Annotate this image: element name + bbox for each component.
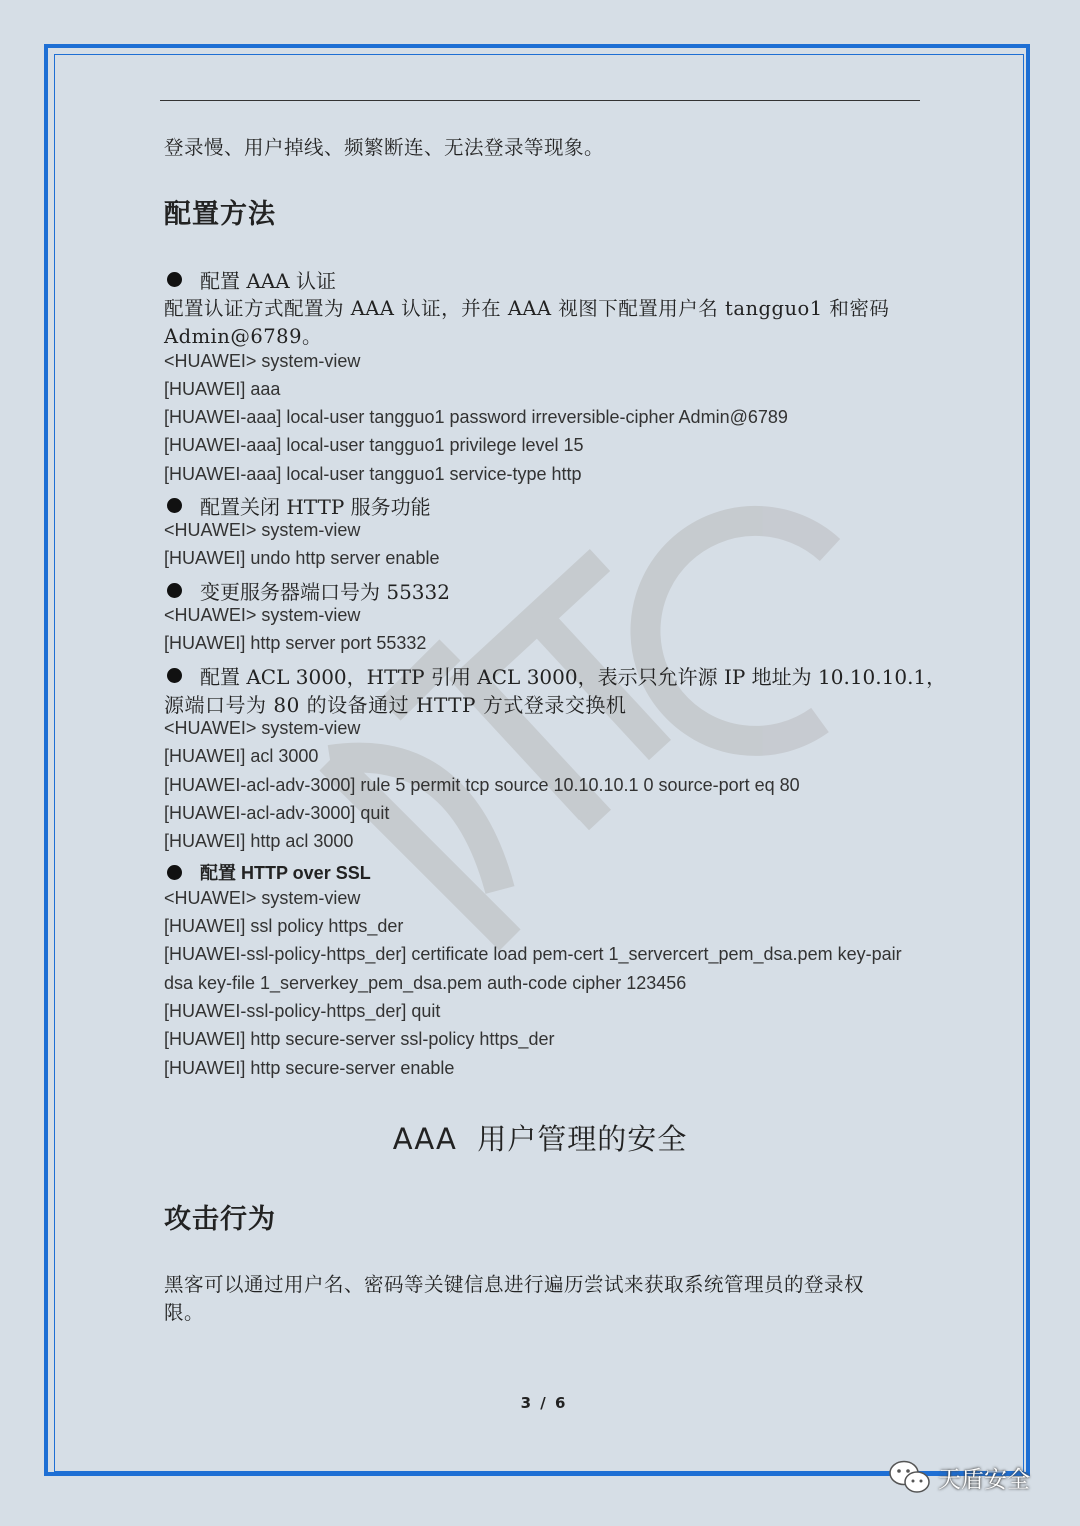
- bullet-dot: [167, 272, 182, 287]
- command-line: [HUAWEI-ssl-policy-https_der] certificate load pem-cert 1_servercert_pem_dsa.pem key-pair: [164, 944, 902, 964]
- bullet-item: [164, 265, 336, 294]
- command-line: [HUAWEI] acl 3000: [164, 746, 319, 766]
- section-heading-config: 配置方法: [164, 199, 276, 230]
- brand-name: 天盾安全: [938, 1466, 1030, 1493]
- command-line: [HUAWEI-aaa] local-user tangguo1 privilege level 15: [164, 435, 584, 455]
- chapter-title: [0, 1117, 1080, 1158]
- bullet-dot: [167, 668, 182, 683]
- bullet-title: 配置 ACL 3000，HTTP 引用 ACL 3000，表示只允许源 IP 地址为 10.10.10.1，: [200, 665, 947, 689]
- bullet-item: [164, 661, 946, 690]
- command-line: <HUAWEI> system-view: [164, 351, 361, 371]
- header-rule: [160, 100, 920, 101]
- bullet-item: [164, 491, 431, 520]
- attack-paragraph-line: 黑客可以通过用户名、密码等关键信息进行遍历尝试来获取系统管理员的登录权: [164, 1273, 865, 1296]
- command-line: [HUAWEI] http secure-server ssl-policy https_der: [164, 1029, 555, 1049]
- command-line: <HUAWEI> system-view: [164, 520, 361, 540]
- description-line: Admin@6789。: [164, 325, 322, 348]
- command-line: <HUAWEI> system-view: [164, 888, 361, 908]
- command-line: [HUAWEI] ssl policy https_der: [164, 916, 404, 936]
- bullet-title: 配置 HTTP over SSL: [200, 863, 371, 883]
- chapter-title-text: AAA 用户管理的安全: [392, 1122, 688, 1156]
- bullet-title: 变更服务器端口号为 55332: [200, 580, 450, 604]
- bullet-title: 配置 AAA 认证: [200, 269, 337, 293]
- bullet-title-continuation: 源端口号为 80 的设备通过 HTTP 方式登录交换机: [164, 693, 627, 717]
- command-line: [HUAWEI-acl-adv-3000] rule 5 permit tcp source 10.10.10.1 0 source-port eq 80: [164, 775, 800, 795]
- command-line: dsa key-file 1_serverkey_pem_dsa.pem auth-code cipher 123456: [164, 973, 687, 993]
- command-line: [HUAWEI-ssl-policy-https_der] quit: [164, 1001, 441, 1021]
- bullet-dot: [167, 498, 182, 513]
- bullet-dot: [167, 865, 182, 880]
- command-line: [HUAWEI] undo http server enable: [164, 548, 440, 568]
- bullet-dot: [167, 583, 182, 598]
- command-line: [HUAWEI] http secure-server enable: [164, 1058, 455, 1078]
- command-line: [HUAWEI-aaa] local-user tangguo1 password irreversible-cipher Admin@6789: [164, 407, 788, 427]
- command-line: [HUAWEI] http server port 55332: [164, 633, 427, 653]
- command-line: [HUAWEI] http acl 3000: [164, 831, 354, 851]
- attack-paragraph-line: 限。: [164, 1301, 205, 1324]
- section-heading-attack: 攻击行为: [164, 1204, 276, 1235]
- command-line: <HUAWEI> system-view: [164, 718, 361, 738]
- wechat-icon: [888, 1458, 932, 1496]
- command-line: <HUAWEI> system-view: [164, 605, 361, 625]
- bullet-title: 配置关闭 HTTP 服务功能: [200, 495, 431, 519]
- brand-logo: [888, 1458, 1030, 1496]
- description-line: 配置认证方式配置为 AAA 认证，并在 AAA 视图下配置用户名 tangguo1 和密码: [164, 297, 890, 320]
- command-line: [HUAWEI-aaa] local-user tangguo1 service-type http: [164, 464, 582, 484]
- bullet-item: [164, 576, 450, 605]
- command-line: [HUAWEI-acl-adv-3000] quit: [164, 803, 390, 823]
- command-line: [HUAWEI] aaa: [164, 379, 281, 399]
- page-number: 3 / 6: [520, 1394, 568, 1412]
- intro-paragraph: 登录慢、用户掉线、频繁断连、无法登录等现象。: [164, 136, 605, 159]
- bullet-item: [164, 859, 371, 885]
